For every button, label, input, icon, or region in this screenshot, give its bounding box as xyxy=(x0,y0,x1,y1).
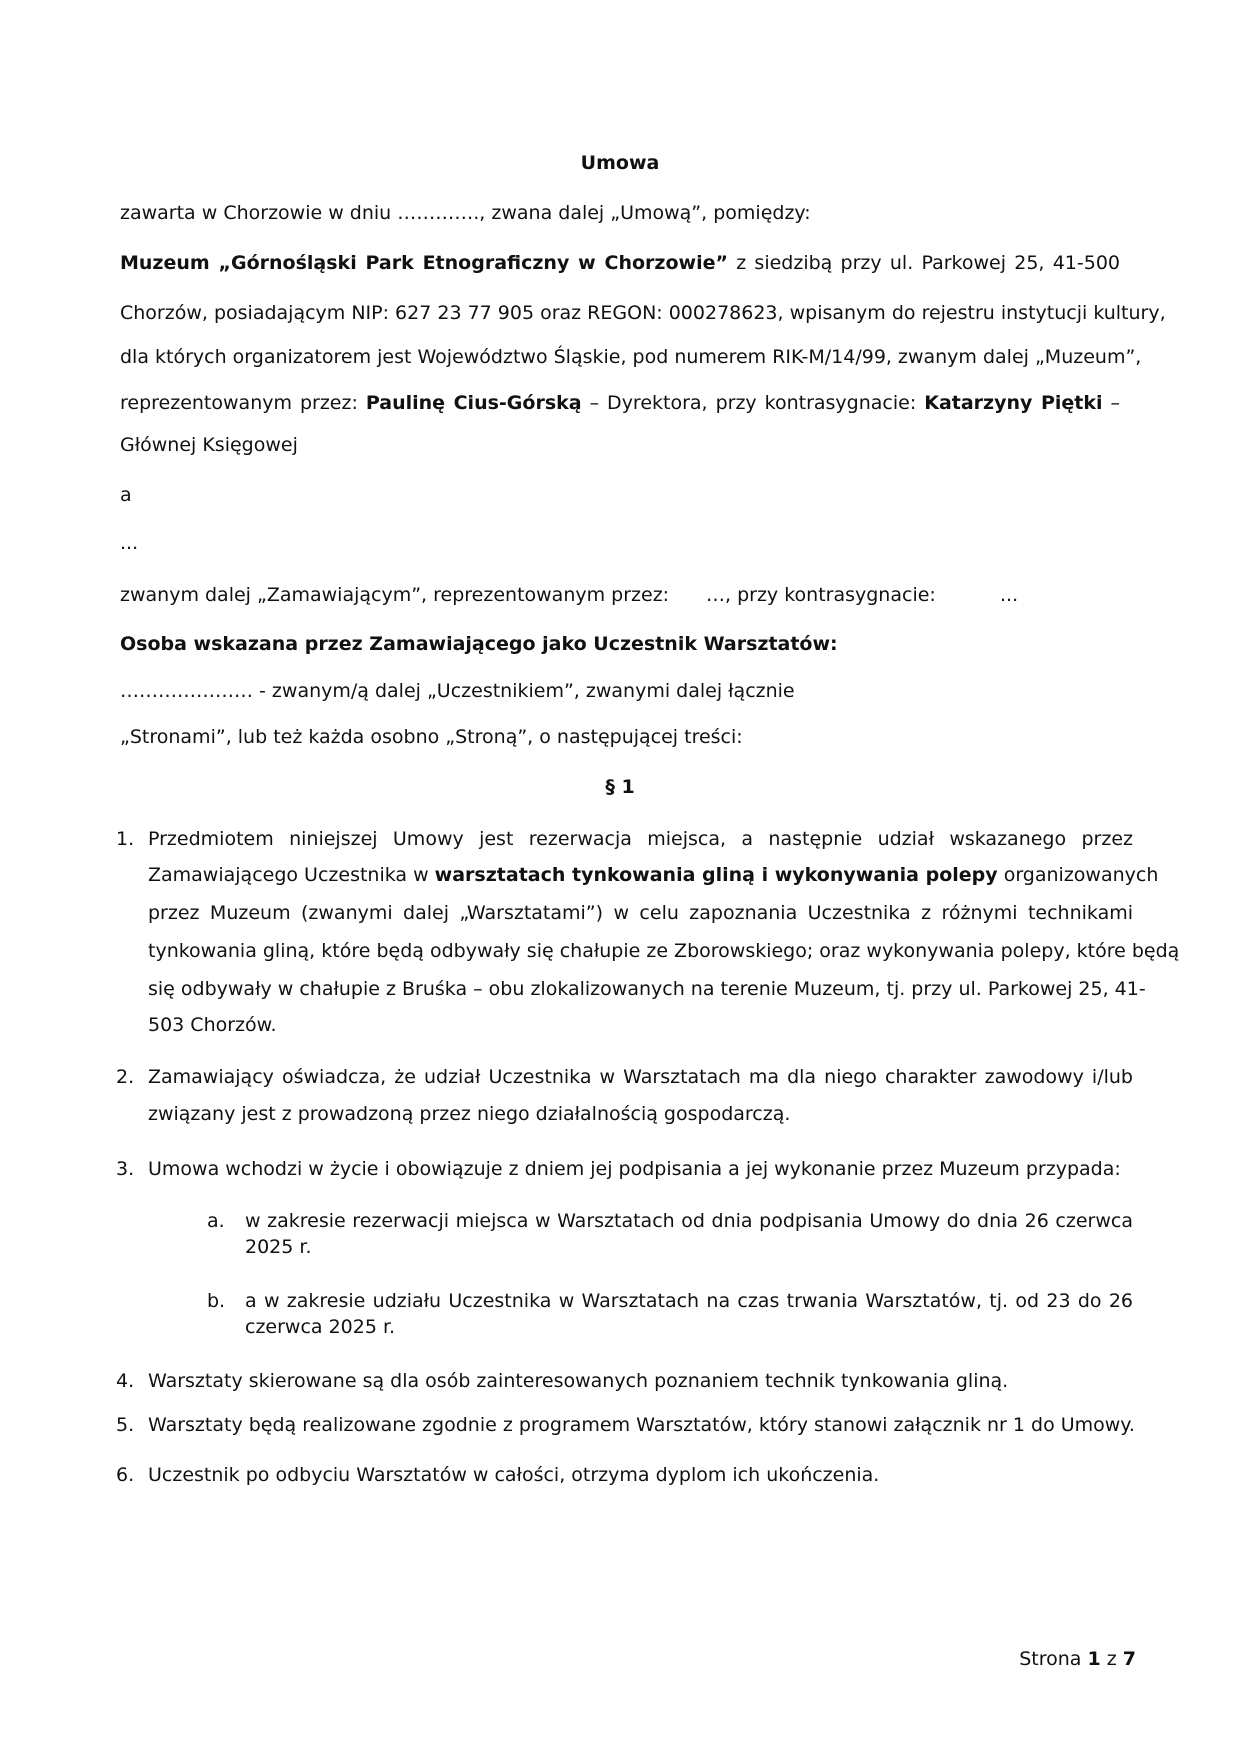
item-3a-line1: w zakresie rezerwacji miejsca w Warsztatach od dnia podpisania Umowy do dnia 26 czerwca xyxy=(245,1210,1133,1232)
conjunction-a: a xyxy=(120,484,132,506)
party1-line1: Muzeum „Górnośląski Park Etnograficzny w Chorzowie” z siedzibą przy ul. Parkowej 25, 41-500 xyxy=(120,252,1120,274)
party1-line5: Głównej Księgowej xyxy=(120,434,298,456)
item-4-line1: Warsztaty skierowane są dla osób zainteresowanych poznaniem technik tynkowania gliną. xyxy=(148,1370,1009,1392)
accountant-name: Katarzyny Piętki xyxy=(924,392,1103,414)
item-3b-line2: czerwca 2025 r. xyxy=(245,1316,396,1338)
party2-placeholder: ... xyxy=(120,532,139,554)
page-total: 7 xyxy=(1122,1648,1136,1670)
item-4-number: 4. xyxy=(116,1370,135,1392)
item-2-number: 2. xyxy=(116,1066,135,1088)
participant-line1: ………………… - zwanym/ą dalej „Uczestnikiem”, zwanymi dalej łącznie xyxy=(120,680,795,702)
item-3a-number: a. xyxy=(207,1210,225,1232)
item-5-line1: Warsztaty będą realizowane zgodnie z programem Warsztatów, który stanowi załącznik nr 1 do Umowy. xyxy=(148,1414,1135,1436)
party2-countersign-blank: ... xyxy=(1000,584,1019,606)
intro-line: zawarta w Chorzowie w dniu …………., zwana dalej „Umową”, pomiędzy: xyxy=(120,202,811,224)
party2-countersign: …, przy kontrasygnacie: xyxy=(706,584,936,606)
participant-heading: Osoba wskazana przez Zamawiającego jako Uczestnik Warsztatów: xyxy=(120,633,838,655)
item-2-line1: Zamawiający oświadcza, że udział Uczestnika w Warsztatach ma dla niego charakter zawodowy i/lub xyxy=(148,1066,1133,1088)
item-1-line5: się odbywały w chałupie z Bruśka – obu zlokalizowanych na terenie Muzeum, tj. przy ul. Parkowej 25, 41- xyxy=(148,978,1146,1000)
item-6-number: 6. xyxy=(116,1464,135,1486)
item-3-line1: Umowa wchodzi w życie i obowiązuje z dniem jej podpisania a jej wykonanie przez Muzeum przypada: xyxy=(148,1158,1121,1180)
participant-line2: „Stronami”, lub też każda osobno „Stroną”, o następującej treści: xyxy=(120,726,743,748)
item-1-number: 1. xyxy=(116,828,135,850)
item-1-line3: przez Muzeum (zwanymi dalej „Warsztatami”) w celu zapoznania Uczestnika z różnymi technikami xyxy=(148,902,1133,924)
party1-line2: Chorzów, posiadającym NIP: 627 23 77 905 oraz REGON: 000278623, wpisanym do rejestru instytucji kultury, xyxy=(120,302,1166,324)
director-name: Paulinę Cius-Górską xyxy=(365,392,582,414)
item-5-number: 5. xyxy=(116,1414,135,1436)
item-1-line6: 503 Chorzów. xyxy=(148,1014,277,1036)
page-number: 1 xyxy=(1087,1648,1101,1670)
item-1-line4: tynkowania gliną, które będą odbywały się chałupie ze Zborowskiego; oraz wykonywania polepy, które będą xyxy=(148,940,1180,962)
workshop-name: warsztatach tynkowania gliną i wykonywania polepy xyxy=(434,864,998,886)
item-3b-line1: a w zakresie udziału Uczestnika w Warsztatach na czas trwania Warsztatów, tj. od 23 do 26 xyxy=(245,1290,1133,1312)
document-title: Umowa xyxy=(580,152,660,174)
party1-line3: dla których organizatorem jest Województwo Śląskie, pod numerem RIK-M/14/99, zwanym dalej „Muzeum”, xyxy=(120,346,1142,368)
party1-line4: reprezentowanym przez: Paulinę Cius-Górską – Dyrektora, przy kontrasygnacie: Katarzyny Piętki – xyxy=(120,392,1121,414)
item-2-line2: związany jest z prowadzoną przez niego działalnością gospodarczą. xyxy=(148,1103,791,1125)
item-6-line1: Uczestnik po odbyciu Warsztatów w całości, otrzyma dyplom ich ukończenia. xyxy=(148,1464,880,1486)
party2-line: zwanym dalej „Zamawiającym”, reprezentowanym przez: xyxy=(120,584,670,606)
item-3a-line2: 2025 r. xyxy=(245,1236,312,1258)
item-1-line2: Zamawiającego Uczestnika w warsztatach tynkowania gliną i wykonywania polepy organizowanych xyxy=(148,864,1159,886)
item-3-number: 3. xyxy=(116,1158,135,1180)
item-1-line1: Przedmiotem niniejszej Umowy jest rezerwacja miejsca, a następnie udział wskazanego przez xyxy=(148,828,1133,850)
item-3b-number: b. xyxy=(207,1290,226,1312)
page-footer: Strona 1 z 7 xyxy=(1019,1648,1136,1670)
section-heading: § 1 xyxy=(605,776,635,798)
museum-name: Muzeum „Górnośląski Park Etnograficzny w Chorzowie” xyxy=(120,252,728,274)
